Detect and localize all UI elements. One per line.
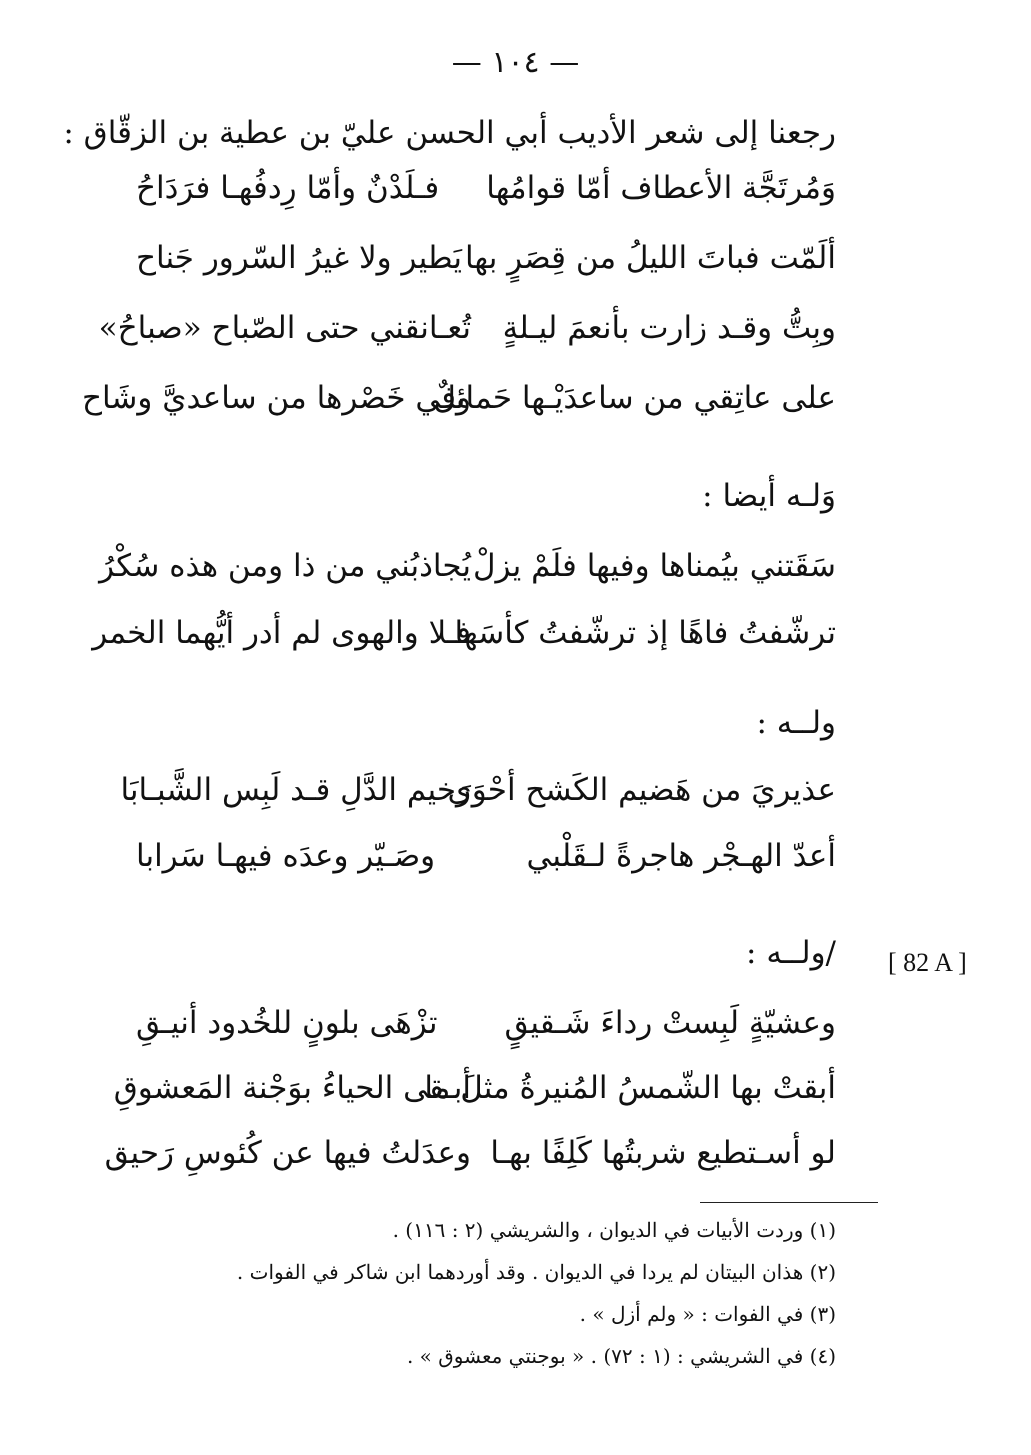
verse-second-hemistich: يَطير ولا غيرُ السّرور جَناح xyxy=(136,240,462,276)
verse xyxy=(92,615,836,671)
verse-second-hemistich: وفي خَصْرها من ساعديَّ وشَاح xyxy=(81,380,471,416)
verse xyxy=(99,548,836,604)
verse-second-hemistich: فـلا والهوى لم أدر أيُّهما الخمر xyxy=(92,615,471,651)
verse-first-hemistich: أبقتْ بها الشّمسُ المُنيرةُ مثلَ ما xyxy=(424,1070,836,1106)
verse-first-hemistich: سَقَتني بيُمناها وفيها فلَمْ يزلْ xyxy=(473,548,836,584)
verse-second-hemistich: رَخيم الدَّلِ قـد لَبِس الشَّبـابَا xyxy=(120,772,471,808)
verse xyxy=(104,1135,836,1191)
footnote: (٢) هذان البيتان لم يردا في الديوان . وقد أوردهما ابن شاكر في الفوات . xyxy=(236,1260,836,1284)
verse-first-hemistich: على عاتِقي من ساعدَيْـها حَمائلٌ xyxy=(433,380,836,416)
page-number: — ١٠٤ — xyxy=(451,45,580,80)
verse-first-hemistich: وَمُرتَجَّة الأعطاف أمّا قوامُها xyxy=(486,170,836,206)
margin-reference: [ 82 A ] xyxy=(888,948,967,977)
footnote: (٣) في الفوات : « ولم أزل » . xyxy=(579,1302,836,1326)
poem-heading: ولــه : xyxy=(756,705,836,741)
verse-first-hemistich: ترشّفتُ فاهًا إذ ترشّفتُ كأسَها xyxy=(454,615,836,651)
verse xyxy=(81,380,836,436)
verse-first-hemistich: ألَمّت فباتَ الليلُ من قِصَرٍ بها xyxy=(464,240,836,276)
verse xyxy=(136,240,836,296)
verse xyxy=(98,310,836,366)
verse-first-hemistich: عذيريَ من هَضيم الكَشح أحْوَى xyxy=(447,772,836,808)
verse-second-hemistich: أبـقى الحياءُ بوَجْنة المَعشوقِ xyxy=(113,1070,471,1106)
verse-first-hemistich: أعدّ الهـجْر هاجرةً لـقَلْبي xyxy=(526,838,836,874)
verse-first-hemistich: وعشيّةٍ لَبِستْ رداءَ شَـقيقٍ xyxy=(504,1005,836,1041)
verse-second-hemistich: تزْهَى بلونٍ للخُدود أنيـقِ xyxy=(136,1005,438,1041)
footnote-divider xyxy=(700,1202,878,1203)
footnote: (١) وردت الأبيات في الديوان ، والشريشي (٢ : ١١٦) . xyxy=(392,1218,836,1242)
verse xyxy=(136,1005,836,1061)
verse-second-hemistich: فـلَدْنٌ وأمّا رِدفُهـا فرَدَاحُ xyxy=(136,170,440,206)
verse-first-hemistich: لو أسـتطيع شربتُها كَلِفًا بهـا xyxy=(490,1135,836,1171)
verse xyxy=(136,170,836,226)
verse-second-hemistich: تُعـانقني حتى الصّباح «صباحُ» xyxy=(98,310,471,346)
intro-line: رجعنا إلى شعر الأديب أبي الحسن عليّ بن عطية بن الزقّاق : ‍‍‍ xyxy=(53,115,836,151)
verse-second-hemistich: وعدَلتُ فيها عن كُئوسِ رَحيق xyxy=(104,1135,471,1171)
footnote: (٤) في الشريشي : (١ : ٧٢) . « بوجنتي معشوق » . xyxy=(406,1344,836,1368)
verse-second-hemistich: يُجاذبُني من ذا ومن هذه سُكْرُ xyxy=(99,548,471,584)
verse-second-hemistich: وصَـيّر وعدَه فيهـا سَرابا xyxy=(136,838,436,874)
verse-first-hemistich: وبِتُّ وقـد زارت بأنعمَ ليـلةٍ xyxy=(502,310,836,346)
verse xyxy=(120,772,836,828)
poem-heading: وَلـه أيضا : xyxy=(702,478,836,514)
poem-heading: /ولــه : xyxy=(746,935,836,971)
verse xyxy=(113,1070,836,1126)
verse xyxy=(136,838,836,894)
